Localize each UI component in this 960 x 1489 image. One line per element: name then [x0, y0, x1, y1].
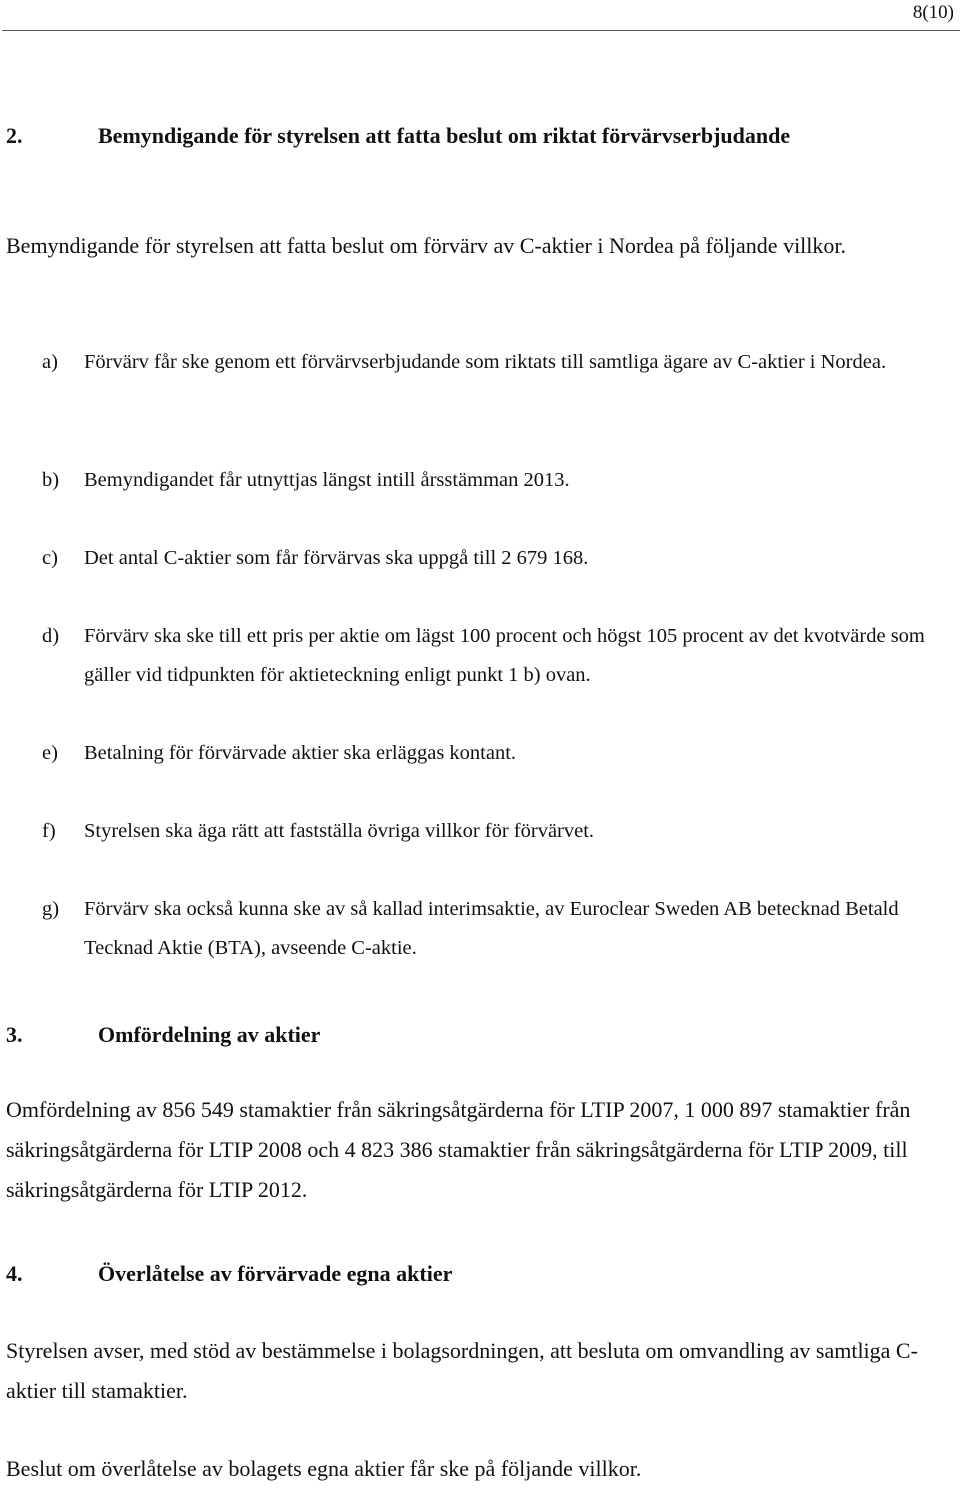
section-2-number: 2.: [6, 123, 23, 148]
list-item-text: Styrelsen ska äga rätt att fastställa övriga villkor för förvärvet.: [84, 820, 595, 842]
list-item-f: [42, 812, 956, 851]
list-item-b: [42, 461, 956, 500]
list-item-letter: g): [42, 898, 60, 920]
list-item-e: [42, 734, 956, 773]
list-item-text: Betalning för förvärvade aktier ska erläggas kontant.: [84, 742, 517, 764]
list-item-text: Förvärv ska ske till ett pris per aktie om lägst 100 procent och högst 105 procent av det kvotvärde som gäller vid tidpunkten för aktieteckning enligt punkt 1 b) ovan.: [84, 625, 925, 686]
section-4-title: Överlåtelse av förvärvade egna aktier: [98, 1261, 453, 1286]
list-item-c: [42, 539, 956, 578]
list-item-a: [42, 343, 956, 382]
list-item-text: Bemyndigandet får utnyttjas längst intill årsstämman 2013.: [84, 469, 570, 491]
section-4-body: Styrelsen avser, med stöd av bestämmelse i bolagsordningen, att besluta om omvandling av samtliga C-aktier till stamaktier.: [6, 1338, 918, 1403]
list-item-d: [42, 617, 956, 695]
header-divider: [2, 30, 960, 31]
section-3-body: Omfördelning av 856 549 stamaktier från säkringsåtgärderna för LTIP 2007, 1 000 897 stamaktier från säkringsåtgärderna för LTIP 2008 och 4 823 386 stamaktier från säkringsåtgärderna för LTIP 2009, till säkringsåtgärderna för LTIP 2012.: [6, 1097, 911, 1202]
list-item-letter: d): [42, 625, 60, 647]
list-item-g: [42, 890, 956, 968]
list-item-letter: c): [42, 547, 58, 569]
section-3-number: 3.: [6, 1022, 23, 1047]
page-number: 8(10): [912, 2, 954, 23]
section-4-body-2: Beslut om överlåtelse av bolagets egna aktier får ske på följande villkor.: [6, 1456, 642, 1481]
section-4-number: 4.: [6, 1261, 23, 1286]
section-4-heading: [6, 1258, 858, 1289]
list-item-letter: f): [42, 820, 56, 842]
section-3-title: Omfördelning av aktier: [98, 1022, 321, 1047]
section-2-intro: Bemyndigande för styrelsen att fatta beslut om förvärv av C-aktier i Nordea på följande villkor.: [6, 233, 847, 258]
section-3-heading: [6, 1019, 858, 1050]
list-item-text: Förvärv får ske genom ett förvärvserbjudande som riktats till samtliga ägare av C-aktier i Nordea.: [84, 351, 887, 373]
section-2-heading: [6, 120, 858, 151]
list-item-text: Det antal C-aktier som får förvärvas ska uppgå till 2 679 168.: [84, 547, 589, 569]
list-item-letter: a): [42, 351, 58, 373]
list-item-letter: e): [42, 742, 58, 764]
list-item-letter: b): [42, 469, 60, 491]
list-item-text: Förvärv ska också kunna ske av så kallad interimsaktie, av Euroclear Sweden AB betecknad Betald Tecknad Aktie (BTA), avseende C-aktie.: [84, 898, 899, 959]
section-2-title: Bemyndigande för styrelsen att fatta beslut om riktat förvärvserbjudande: [98, 123, 791, 148]
